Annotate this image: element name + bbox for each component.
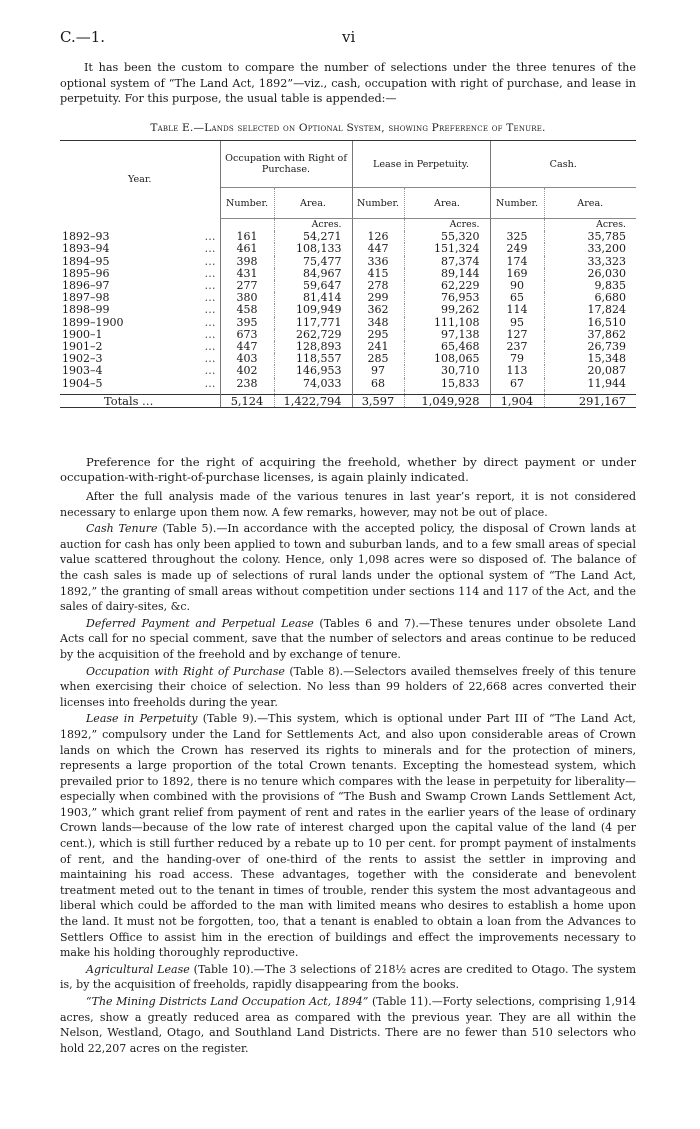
- orp-area-cell: 128,893: [274, 341, 352, 353]
- lip-area-cell: 151,324: [404, 243, 490, 255]
- cash-number-cell: 79: [490, 353, 544, 365]
- paragraph-heading: Occupation with Right of Purchase: [86, 664, 285, 678]
- unit-label: Acres.: [544, 219, 636, 232]
- table-row: [60, 329, 636, 341]
- totals-label: Totals …: [60, 394, 220, 407]
- cash-area-cell: 26,030: [544, 268, 636, 280]
- paragraph-heading: Lease in Perpetuity: [86, 712, 198, 726]
- tenure-preference-table: [60, 140, 636, 408]
- cash-number-cell: 325: [490, 231, 544, 243]
- year-label: 1898–99: [62, 303, 110, 317]
- leader-dots: …: [204, 242, 217, 256]
- paragraph-deferred-payment: Deferred Payment and Perpetual Lease (Tables 6 and 7).—These tenures under obsolete Land Acts call for no special comment, save that the number of selectors and areas continue to be reduced by the acquisition of the freehold and by exchange of tenure.: [60, 616, 637, 661]
- orp-area-cell: 262,729: [274, 329, 352, 341]
- lip-number-cell: 299: [352, 292, 404, 304]
- paragraph-analysis: After the full analysis made of the various tenures in last year’s report, it is not considered necessary to enlarge upon them now. A few remarks, however, may not be out of place.: [60, 490, 636, 519]
- paragraph-preference: Preference for the right of acquiring the freehold, whether by direct payment or under occupation-with-right-of-purchase licenses, is again plainly indicated.: [60, 455, 636, 484]
- paragraph-agricultural-lease: Agricultural Lease (Table 10).—The 3 selections of 218½ acres are credited to Otago. The system is, by the acquisition of freeholds, rapidly disappearing from the books.: [60, 962, 637, 992]
- leader-dots: …: [204, 291, 217, 305]
- paragraph-lease-in-perpetuity: Lease in Perpetuity (Table 9).—This system, which is optional under Part III of “The Land Act, 1892,” compulsory under the Land for Settlements Act, and also upon considerable areas of Crown lands on which the Crown has reserved its rights to minerals and for the protection of miners, represents a large proportion of the total Crown tenants. Excepting the homestead system, which prevailed prior to 1892, there is no tenure which compares with the lease in perpetuity for liberality—especially when combined with the provisions of “The Bush and Swamp Crown Lands Settlement Act, 1903,” which grant relief from payment of rent and rates in the earlier years of the lease of ordinary Crown lands—because of the low rate of interest charged upon the capital value of the land (4 per cent.), which is still further reduced by a rebate up to 10 per cent. for prompt payment of instalments of rent, and the handing-over of one-third of the rents to assist the settler in improving and maintaining his road access. These advantages, together with the considerate and benevolent treatment meted out to the tenant in times of trouble, render this system the most advantageous and liberal which could be afforded to the man with limited means who desires to establish a home upon the land. It must not be forgotten, too, that a tenant is enabled to obtain a loan from the Advances to Settlers Office to assist him in the erection of buildings and effect the improvements necessary to make his holding thoroughly reproductive.: [60, 712, 636, 960]
- document-reference: C.—1.: [60, 28, 106, 46]
- lip-number-cell: 295: [352, 329, 404, 341]
- cash-area-cell: 20,087: [544, 365, 636, 377]
- body-text: [60, 455, 636, 1057]
- orp-number-cell: 277: [220, 280, 274, 292]
- lip-number-total: 3,597: [352, 394, 404, 407]
- subheader-number: Number.: [220, 188, 274, 219]
- orp-number-cell: 403: [220, 353, 274, 365]
- lip-area-total: 1,049,928: [404, 394, 490, 407]
- leader-dots: …: [204, 303, 217, 317]
- paragraph-mining-districts: “The Mining Districts Land Occupation Act, 1894” (Table 11).—Forty selections, comprising 1,914 acres, show a greatly reduced area as compared with the previous year. They are all within the Nelson, Westland, Otago, and Southland Land Districts. There are no fewer than 510 selectors who hold 22,207 acres on the register.: [60, 995, 636, 1055]
- lip-number-cell: 68: [352, 378, 404, 390]
- group-header-orp: Occupation with Right of Purchase.: [220, 141, 352, 188]
- paragraph-heading: “The Mining Districts Land Occupation Act, 1894”: [86, 995, 369, 1008]
- orp-area-cell: 59,647: [274, 280, 352, 292]
- lip-area-cell: 65,468: [404, 341, 490, 353]
- lip-area-cell: 111,108: [404, 317, 490, 329]
- lip-number-cell: 285: [352, 353, 404, 365]
- year-label: 1899–1900: [62, 315, 124, 329]
- cash-number-total: 1,904: [490, 394, 544, 407]
- cash-number-cell: 67: [490, 378, 544, 390]
- cash-number-cell: 127: [490, 329, 544, 341]
- lip-area-cell: 89,144: [404, 268, 490, 280]
- orp-number-cell: 458: [220, 304, 274, 316]
- leader-dots: …: [204, 364, 217, 378]
- table-row: [60, 292, 636, 304]
- table-row: [60, 365, 636, 377]
- paragraph-cash-tenure: Cash Tenure (Table 5).—In accordance with the accepted policy, the disposal of Crown lands at auction for cash has only been applied to town and suburban lands, and to a few small areas of special value scattered throughout the colony. Hence, only 1,098 acres were so disposed of. The balance of the cash sales is made up of selections of rural lands under the optional system of “The Land Act, 1892,” the granting of small areas without competition under sections 114 and 117 of the Act, and the sales of dairy-sites, &c.: [60, 522, 637, 614]
- leader-dots: …: [204, 279, 217, 293]
- lip-number-cell: 126: [352, 231, 404, 243]
- cash-number-cell: 95: [490, 317, 544, 329]
- orp-number-total: 5,124: [220, 394, 274, 407]
- lip-number-cell: 447: [352, 243, 404, 255]
- orp-number-cell: 161: [220, 231, 274, 243]
- year-label: 1893–94: [62, 242, 110, 256]
- orp-area-cell: 108,133: [274, 243, 352, 255]
- subheader-area: Area.: [404, 188, 490, 219]
- cash-area-cell: 16,510: [544, 317, 636, 329]
- leader-dots: …: [204, 266, 217, 280]
- paragraph-heading: Deferred Payment and Perpetual Lease: [86, 616, 314, 630]
- cash-area-cell: 33,200: [544, 243, 636, 255]
- orp-area-cell: 117,771: [274, 317, 352, 329]
- leader-dots: …: [204, 376, 217, 390]
- orp-area-cell: 54,271: [274, 231, 352, 243]
- orp-number-cell: 380: [220, 292, 274, 304]
- cash-area-cell: 35,785: [544, 231, 636, 243]
- page-header: [60, 28, 640, 48]
- orp-area-cell: 74,033: [274, 378, 352, 390]
- lip-area-cell: 97,138: [404, 329, 490, 341]
- lip-number-cell: 348: [352, 317, 404, 329]
- lip-area-cell: 99,262: [404, 304, 490, 316]
- lip-area-cell: 62,229: [404, 280, 490, 292]
- year-cell: [60, 378, 220, 390]
- leader-dots: …: [204, 327, 217, 341]
- table-row: [60, 353, 636, 365]
- table-caption: —Lands selected on Optional System, showing Preference of Tenure.: [193, 122, 546, 134]
- year-label: 1902–3: [62, 352, 103, 366]
- table-row: [60, 378, 636, 390]
- leader-dots: …: [204, 340, 217, 354]
- year-label: 1894–95: [62, 254, 110, 268]
- subheader-area: Area.: [274, 188, 352, 219]
- cash-area-cell: 37,862: [544, 329, 636, 341]
- table-label: Table E.: [150, 122, 194, 134]
- cash-area-cell: 26,739: [544, 341, 636, 353]
- cash-area-cell: 33,323: [544, 256, 636, 268]
- lip-number-cell: 97: [352, 365, 404, 377]
- leader-dots: …: [204, 315, 217, 329]
- orp-area-cell: 109,949: [274, 304, 352, 316]
- cash-area-cell: 9,835: [544, 280, 636, 292]
- lip-number-cell: 415: [352, 268, 404, 280]
- lip-area-cell: 76,953: [404, 292, 490, 304]
- orp-area-cell: 84,967: [274, 268, 352, 280]
- year-label: 1904–5: [62, 376, 103, 390]
- orp-number-cell: 402: [220, 365, 274, 377]
- table-row: [60, 317, 636, 329]
- cash-number-cell: 114: [490, 304, 544, 316]
- orp-area-cell: 146,953: [274, 365, 352, 377]
- subheader-number: Number.: [490, 188, 544, 219]
- group-header-cash: Cash.: [490, 141, 636, 188]
- cash-area-cell: 11,944: [544, 378, 636, 390]
- orp-area-total: 1,422,794: [274, 394, 352, 407]
- lip-area-cell: 87,374: [404, 256, 490, 268]
- table-row: [60, 243, 636, 255]
- table-row: [60, 280, 636, 292]
- year-label: 1901–2: [62, 340, 103, 354]
- table-title: [60, 122, 636, 134]
- cash-number-cell: 169: [490, 268, 544, 280]
- orp-number-cell: 431: [220, 268, 274, 280]
- units-row: [60, 219, 636, 232]
- unit-label: Acres.: [404, 219, 490, 232]
- totals-row: [60, 394, 636, 407]
- lip-number-cell: 336: [352, 256, 404, 268]
- group-header-lip: Lease in Perpetuity.: [352, 141, 490, 188]
- year-label: 1892–93: [62, 230, 110, 244]
- orp-number-cell: 673: [220, 329, 274, 341]
- orp-number-cell: 398: [220, 256, 274, 268]
- orp-number-cell: 447: [220, 341, 274, 353]
- cash-number-cell: 113: [490, 365, 544, 377]
- cash-number-cell: 90: [490, 280, 544, 292]
- lip-area-cell: 55,320: [404, 231, 490, 243]
- table-row: [60, 341, 636, 353]
- cash-number-cell: 65: [490, 292, 544, 304]
- cash-area-cell: 17,824: [544, 304, 636, 316]
- orp-number-cell: 461: [220, 243, 274, 255]
- page-number: vi: [342, 28, 356, 46]
- year-label: 1900–1: [62, 327, 103, 341]
- paragraph-heading: Agricultural Lease: [86, 962, 190, 976]
- leader-dots: …: [204, 254, 217, 268]
- cash-number-cell: 174: [490, 256, 544, 268]
- table-row: [60, 256, 636, 268]
- paragraph-heading: Cash Tenure: [86, 522, 158, 536]
- lip-area-cell: 108,065: [404, 353, 490, 365]
- year-label: 1895–96: [62, 266, 110, 280]
- cash-area-cell: 15,348: [544, 353, 636, 365]
- cash-area-total: 291,167: [544, 394, 636, 407]
- year-label: 1903–4: [62, 364, 103, 378]
- year-label: 1896–97: [62, 279, 110, 293]
- orp-number-cell: 395: [220, 317, 274, 329]
- subheader-number: Number.: [352, 188, 404, 219]
- cash-number-cell: 237: [490, 341, 544, 353]
- table-row: [60, 268, 636, 280]
- paragraph-occupation: Occupation with Right of Purchase (Table 8).—Selectors availed themselves freely of this tenure when exercising their choice of selection. No less than 99 holders of 22,668 acres converted their licenses into freeholds during the year.: [60, 664, 636, 709]
- year-column-header: Year.: [60, 141, 220, 219]
- subheader-area: Area.: [544, 188, 636, 219]
- orp-area-cell: 81,414: [274, 292, 352, 304]
- year-label: 1897–98: [62, 291, 110, 305]
- lip-area-cell: 30,710: [404, 365, 490, 377]
- lip-number-cell: 278: [352, 280, 404, 292]
- orp-area-cell: 75,477: [274, 256, 352, 268]
- lip-number-cell: 241: [352, 341, 404, 353]
- orp-area-cell: 118,557: [274, 353, 352, 365]
- lip-number-cell: 362: [352, 304, 404, 316]
- table-row: [60, 304, 636, 316]
- intro-paragraph: It has been the custom to compare the number of selections under the three tenures of the optional system of “The Land Act, 1892”—viz., cash, occupation with right of purchase, and lease in perpetuity. For this purpose, the usual table is appended:—: [60, 61, 636, 106]
- leader-dots: …: [204, 230, 217, 244]
- unit-label: Acres.: [274, 219, 352, 232]
- table-row: [60, 231, 636, 243]
- orp-number-cell: 238: [220, 378, 274, 390]
- lip-area-cell: 15,833: [404, 378, 490, 390]
- cash-number-cell: 249: [490, 243, 544, 255]
- leader-dots: …: [204, 352, 217, 366]
- cash-area-cell: 6,680: [544, 292, 636, 304]
